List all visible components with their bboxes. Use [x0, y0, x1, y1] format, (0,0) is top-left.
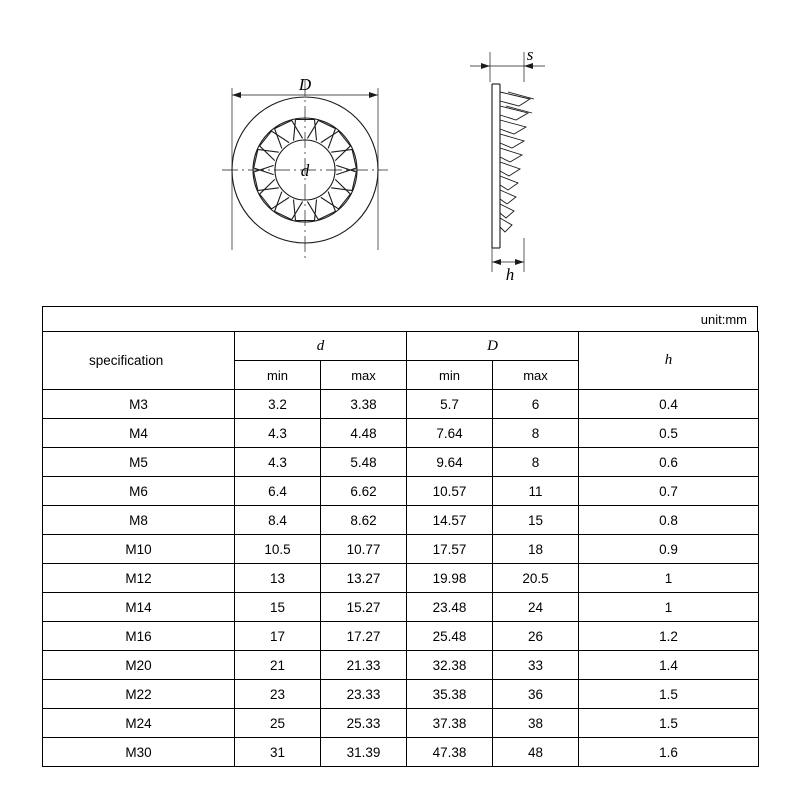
cell-D-min: 23.48 [407, 593, 493, 622]
dimension-label-d: d [300, 161, 310, 180]
cell-D-min: 37.38 [407, 709, 493, 738]
cell-d-min: 6.4 [235, 477, 321, 506]
cell-D-max: 18 [493, 535, 579, 564]
table-row [43, 738, 759, 767]
cell-D-max: 26 [493, 622, 579, 651]
cell-specification: M30 [43, 738, 235, 767]
table-row [43, 709, 759, 738]
cell-d-max: 5.48 [321, 448, 407, 477]
cell-D-min: 17.57 [407, 535, 493, 564]
cell-specification: M3 [43, 390, 235, 419]
cell-D-max: 20.5 [493, 564, 579, 593]
cell-h: 1.6 [579, 738, 759, 767]
cell-D-min: 32.38 [407, 651, 493, 680]
cell-h: 0.7 [579, 477, 759, 506]
cell-D-max: 15 [493, 506, 579, 535]
cell-D-min: 14.57 [407, 506, 493, 535]
dimension-label-h: h [505, 265, 515, 284]
cell-specification: M5 [43, 448, 235, 477]
cell-d-min: 8.4 [235, 506, 321, 535]
cell-D-min: 9.64 [407, 448, 493, 477]
cell-D-max: 8 [493, 419, 579, 448]
cell-D-max: 6 [493, 390, 579, 419]
cell-d-min: 23 [235, 680, 321, 709]
specification-table-container [42, 306, 758, 767]
cell-D-min: 10.57 [407, 477, 493, 506]
cell-d-max: 3.38 [321, 390, 407, 419]
cell-specification: M6 [43, 477, 235, 506]
cell-d-max: 15.27 [321, 593, 407, 622]
table-row [43, 622, 759, 651]
table-header-row-1 [43, 332, 759, 361]
table-row [43, 419, 759, 448]
cell-d-max: 31.39 [321, 738, 407, 767]
cell-d-max: 10.77 [321, 535, 407, 564]
dimension-label-D: D [298, 75, 312, 94]
cell-specification: M4 [43, 419, 235, 448]
table-header [43, 332, 759, 390]
table-row [43, 390, 759, 419]
cell-D-max: 48 [493, 738, 579, 767]
cell-specification: M16 [43, 622, 235, 651]
cell-D-max: 11 [493, 477, 579, 506]
unit-note: unit:mm [42, 306, 758, 331]
header-d-max: max [321, 361, 407, 390]
cell-specification: M22 [43, 680, 235, 709]
cell-D-min: 35.38 [407, 680, 493, 709]
cell-specification: M20 [43, 651, 235, 680]
cell-d-min: 4.3 [235, 448, 321, 477]
cell-D-max: 33 [493, 651, 579, 680]
cell-D-max: 24 [493, 593, 579, 622]
header-specification: specification [43, 332, 235, 390]
cell-D-min: 19.98 [407, 564, 493, 593]
cell-h: 0.6 [579, 448, 759, 477]
cell-specification: M12 [43, 564, 235, 593]
cell-d-min: 25 [235, 709, 321, 738]
cell-D-max: 38 [493, 709, 579, 738]
table-row [43, 680, 759, 709]
cell-h: 0.4 [579, 390, 759, 419]
cell-d-min: 21 [235, 651, 321, 680]
cell-D-min: 25.48 [407, 622, 493, 651]
cell-specification: M10 [43, 535, 235, 564]
table-row [43, 506, 759, 535]
header-D-min: min [407, 361, 493, 390]
cell-d-max: 21.33 [321, 651, 407, 680]
cell-d-max: 23.33 [321, 680, 407, 709]
cell-h: 0.8 [579, 506, 759, 535]
cell-d-min: 17 [235, 622, 321, 651]
header-h: h [579, 332, 759, 390]
cell-D-min: 47.38 [407, 738, 493, 767]
cell-d-min: 10.5 [235, 535, 321, 564]
cell-h: 1.5 [579, 709, 759, 738]
cell-D-max: 36 [493, 680, 579, 709]
cell-h: 1.5 [579, 680, 759, 709]
cell-h: 1 [579, 593, 759, 622]
specification-table [42, 331, 759, 767]
cell-h: 1 [579, 564, 759, 593]
cell-h: 0.9 [579, 535, 759, 564]
cell-d-min: 13 [235, 564, 321, 593]
cell-specification: M8 [43, 506, 235, 535]
cell-d-max: 25.33 [321, 709, 407, 738]
cell-d-max: 17.27 [321, 622, 407, 651]
table-row [43, 477, 759, 506]
table-row [43, 564, 759, 593]
table-row [43, 535, 759, 564]
table-body [43, 390, 759, 767]
header-D-max: max [493, 361, 579, 390]
cell-h: 0.5 [579, 419, 759, 448]
side-view-group [470, 52, 545, 272]
cell-d-max: 4.48 [321, 419, 407, 448]
table-row [43, 651, 759, 680]
table-row [43, 448, 759, 477]
cell-D-max: 8 [493, 448, 579, 477]
cell-specification: M24 [43, 709, 235, 738]
cell-d-max: 6.62 [321, 477, 407, 506]
header-D-group: D [407, 332, 579, 361]
cell-h: 1.2 [579, 622, 759, 651]
table-row [43, 593, 759, 622]
cell-d-min: 4.3 [235, 419, 321, 448]
header-d-group: d [235, 332, 407, 361]
cell-d-min: 31 [235, 738, 321, 767]
cell-specification: M14 [43, 593, 235, 622]
cell-d-min: 3.2 [235, 390, 321, 419]
technical-drawing [0, 0, 800, 300]
header-d-min: min [235, 361, 321, 390]
cell-D-min: 5.7 [407, 390, 493, 419]
cell-h: 1.4 [579, 651, 759, 680]
cell-d-min: 15 [235, 593, 321, 622]
cell-D-min: 7.64 [407, 419, 493, 448]
cell-d-max: 13.27 [321, 564, 407, 593]
washer-drawing-svg [0, 0, 800, 300]
cell-d-max: 8.62 [321, 506, 407, 535]
dimension-label-s: s [526, 45, 534, 64]
